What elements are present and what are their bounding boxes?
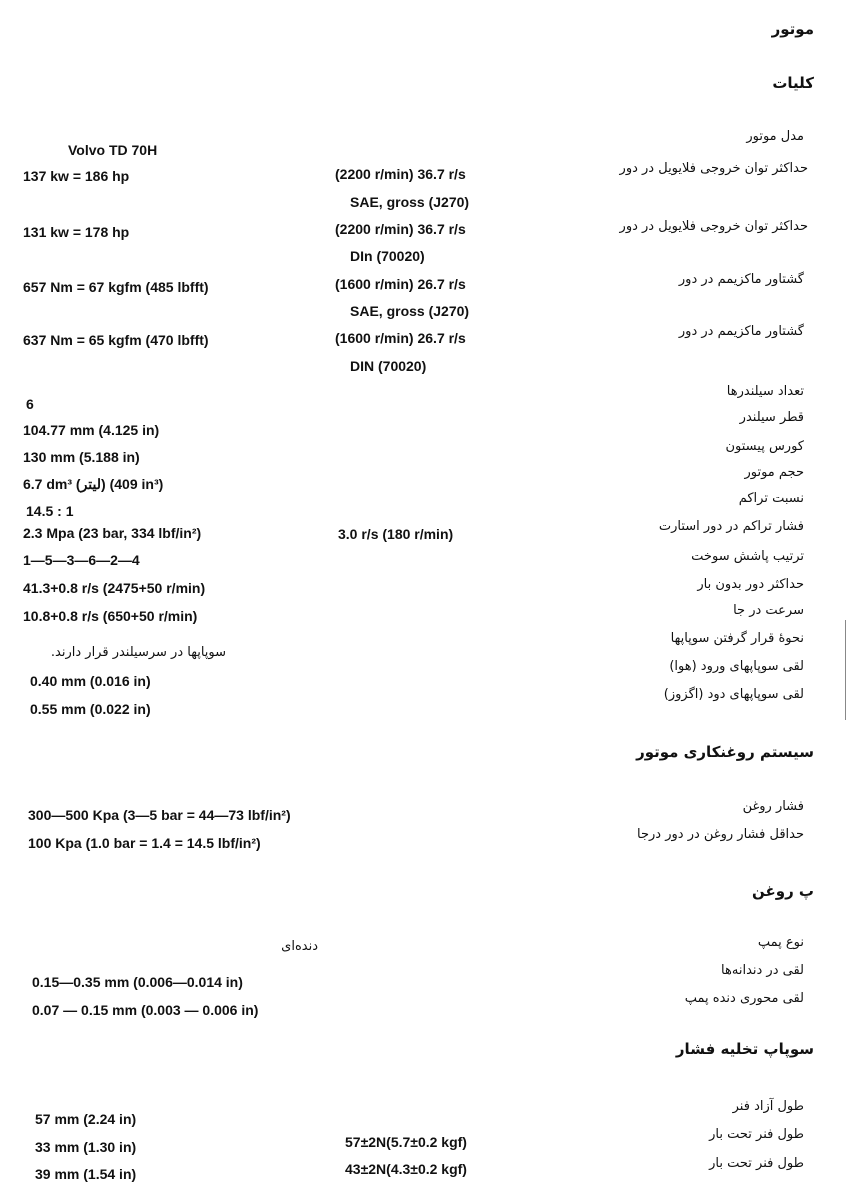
valves-label: نحوهٔ قرار گرفتن سوپاپها: [670, 631, 804, 646]
firing-order-value: 1—5—3—6—2—4: [23, 552, 140, 568]
free-length-label: طول آزاد فنر: [732, 1099, 804, 1114]
min-pressure-value: 100 Kpa (1.0 bar = 1.4 = 14.5 lbf/in²): [28, 835, 261, 851]
margin-rule: [845, 620, 846, 720]
displacement-label: حجم موتور: [744, 465, 804, 480]
model-value: Volvo TD 70H: [68, 142, 158, 158]
loaded1-label: طول فنر تحت بار: [709, 1127, 804, 1142]
stroke-value: 130 mm (5.188 in): [23, 449, 140, 465]
heading-lubrication: سیستم روغنکاری موتور: [636, 743, 814, 761]
firing-order-label: ترتیب پاشش سوخت: [691, 549, 804, 564]
cylinders-value: 6: [26, 396, 34, 412]
heading-oil-pump: پ روغن: [752, 882, 814, 900]
pump-type-label: نوع پمپ: [757, 935, 804, 950]
exhaust-clearance-value: 0.55 mm (0.022 in): [30, 701, 151, 717]
power2-label: حداکثر توان خروجی فلایویل در دور: [619, 219, 808, 234]
exhaust-clearance-label: لقی سوپاپهای دود (اگزوز): [663, 687, 804, 702]
max-noload-label: حداکثر دور بدون بار: [697, 577, 804, 592]
intake-clearance-label: لقی سوپاپهای ورود (هوا): [669, 659, 804, 674]
compression-label: نسبت تراکم: [738, 491, 804, 506]
bore-label: قطر سیلندر: [739, 410, 804, 425]
torque2-standard: DIN (70020): [350, 358, 427, 374]
intake-clearance-value: 0.40 mm (0.016 in): [30, 673, 151, 689]
torque2-condition: (1600 r/min) 26.7 r/s: [335, 330, 466, 346]
axial-clearance-label: لقی محوری دنده پمپ: [684, 991, 804, 1006]
torque1-label: گشتاور ماکزیمم در دور: [678, 272, 804, 287]
model-label: مدل موتور: [746, 129, 804, 144]
bore-value: 104.77 mm (4.125 in): [23, 422, 160, 438]
cylinders-label: تعداد سیلندرها: [726, 384, 804, 399]
oil-pressure-label: فشار روغن: [742, 799, 804, 814]
compression-value: 14.5 : 1: [26, 503, 74, 519]
cranking-value: 2.3 Mpa (23 bar, 334 lbf/in²): [23, 525, 202, 541]
stroke-label: کورس پیستون: [725, 439, 804, 454]
heading-general: کلیات: [772, 74, 814, 92]
heading-relief-valve: سوپاپ تخلیه فشار: [675, 1040, 814, 1058]
torque1-condition: (1600 r/min) 26.7 r/s: [335, 276, 466, 292]
power2-condition: (2200 r/min) 36.7 r/s: [335, 221, 466, 237]
cranking-condition: 3.0 r/s (180 r/min): [338, 526, 454, 542]
power2-standard: DIn (70020): [350, 248, 425, 264]
idle-label: سرعت در جا: [733, 603, 804, 618]
gear-clearance-label: لقی در دندانه‌ها: [721, 963, 804, 978]
idle-value: 10.8+0.8 r/s (650+50 r/min): [23, 608, 198, 624]
torque1-value: 657 Nm = 67 kgfm (485 lbfft): [23, 279, 209, 295]
oil-pressure-value: 300—500 Kpa (3—5 bar = 44—73 lbf/in²): [28, 807, 291, 823]
displacement-value: 6.7 dm³ (لیتر) (409 in³): [23, 476, 164, 492]
torque2-value: 637 Nm = 65 kgfm (470 lbfft): [23, 332, 209, 348]
power1-label: حداکثر توان خروجی فلایویل در دور: [619, 161, 808, 176]
max-noload-value: 41.3+0.8 r/s (2475+50 r/min): [23, 580, 206, 596]
power1-value: 137 kw = 186 hp: [23, 168, 130, 184]
free-length-value: 57 mm (2.24 in): [35, 1111, 137, 1127]
loaded1-value: 33 mm (1.30 in): [35, 1139, 137, 1155]
min-pressure-label: حداقل فشار روغن در دور درجا: [637, 827, 804, 842]
loaded2-load: 43±2N(4.3±0.2 kgf): [345, 1161, 467, 1177]
loaded2-label: طول فنر تحت بار: [709, 1156, 804, 1171]
heading-engine: موتور: [771, 20, 814, 38]
valves-value: سوپاپها در سرسیلندر قرار دارند.: [50, 645, 226, 660]
power1-standard: SAE, gross (J270): [350, 194, 470, 210]
axial-clearance-value: 0.07 — 0.15 mm (0.003 — 0.006 in): [32, 1002, 259, 1018]
power2-value: 131 kw = 178 hp: [23, 224, 130, 240]
torque1-standard: SAE, gross (J270): [350, 303, 470, 319]
cranking-label: فشار تراکم در دور استارت: [658, 519, 804, 534]
gear-clearance-value: 0.15—0.35 mm (0.006—0.014 in): [32, 974, 243, 990]
loaded2-value: 39 mm (1.54 in): [35, 1166, 137, 1182]
torque2-label: گشتاور ماکزیمم در دور: [678, 324, 804, 339]
pump-type-value: دنده‌ای: [281, 939, 318, 954]
power1-condition: (2200 r/min) 36.7 r/s: [335, 166, 466, 182]
loaded1-load: 57±2N(5.7±0.2 kgf): [345, 1134, 467, 1150]
